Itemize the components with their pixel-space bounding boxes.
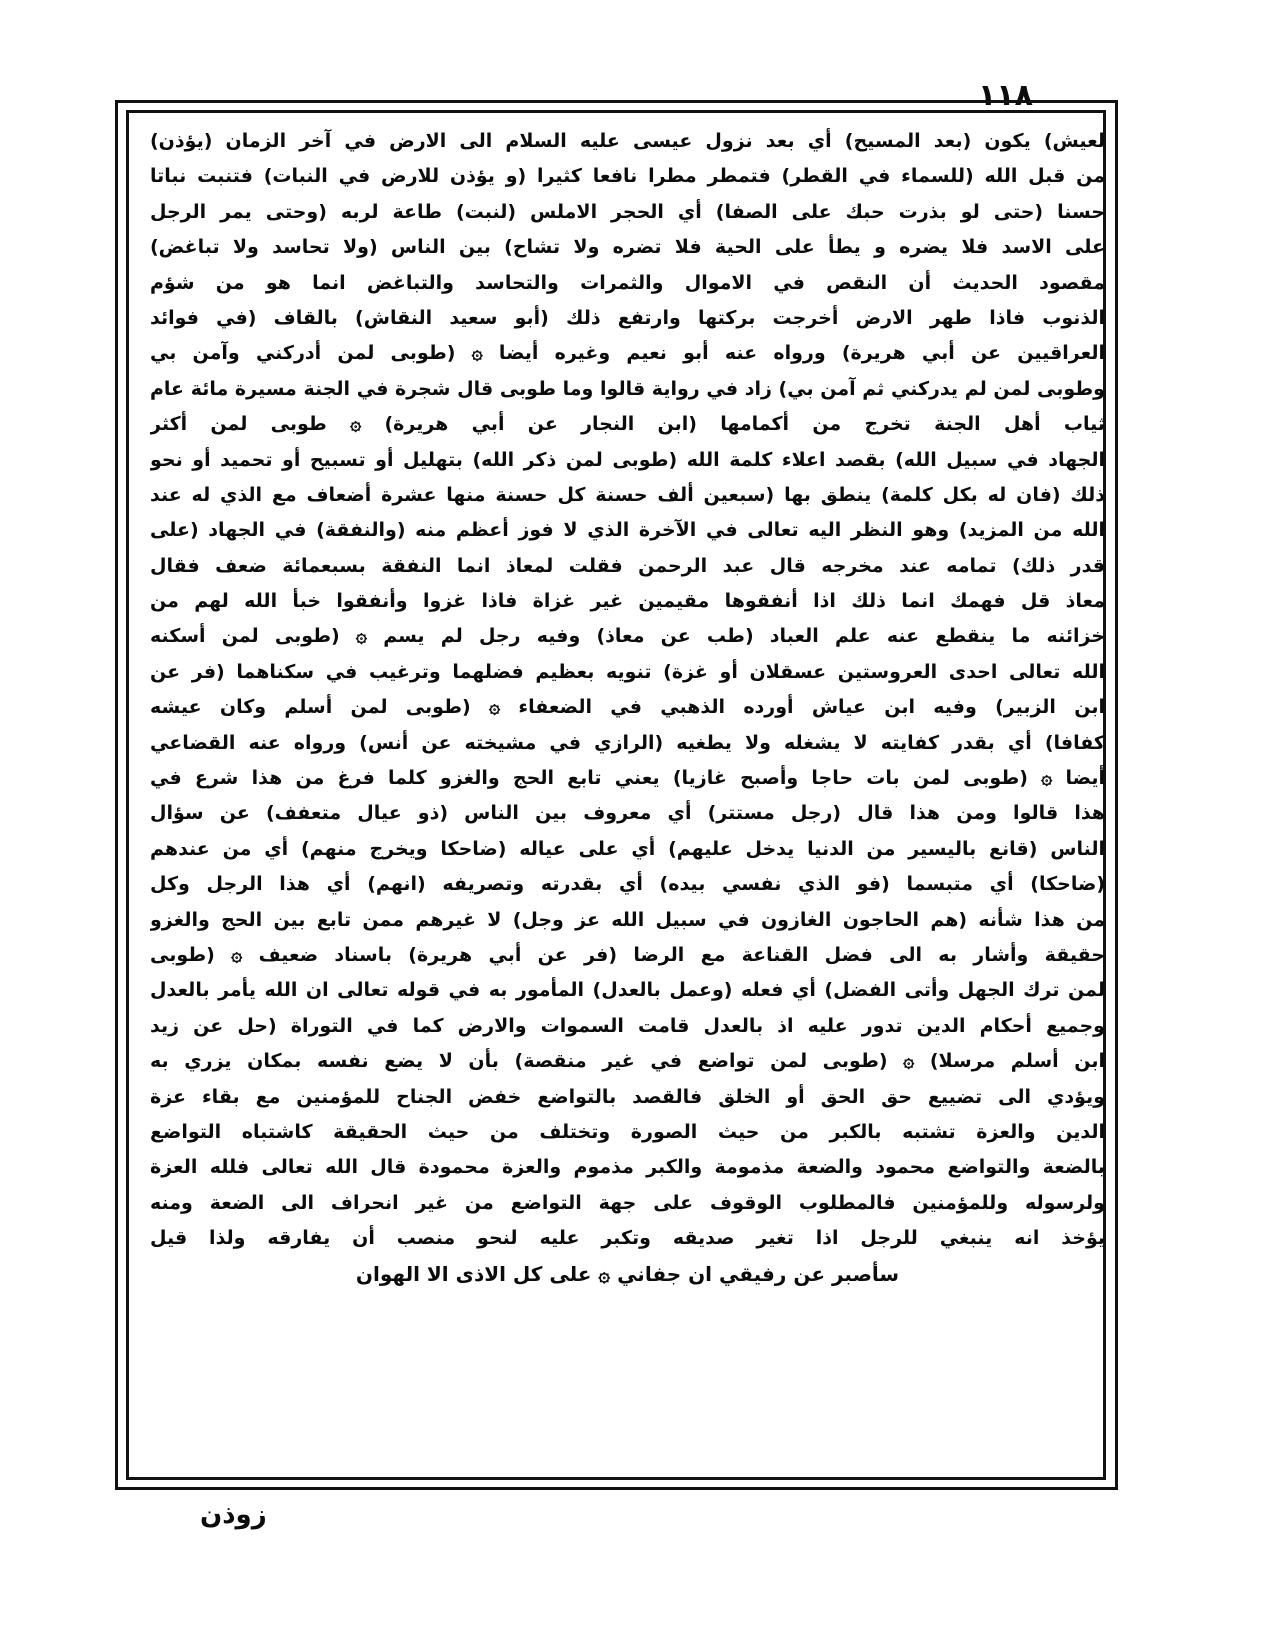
- text-line: من هذا شأنه (هم الحاجون الغازون في سبيل الله عز وجل) لا غيرهم ممن تابع بين الحج والغزو: [150, 908, 1105, 931]
- text-line: هذا قالوا ومن هذا قال (رجل مستتر) أي معروف بين الناس (ذو عيال متعفف) عن سؤال: [150, 802, 1105, 825]
- text-line: مقصود الحديث أن النقص في الاموال والثمرات والتحاسد والتباغض انما هو من شؤم: [150, 271, 1105, 294]
- text-line: كفافا) أي بقدر كفايته لا يشغله ولا يطغيه (الرازي في مشيخته عن أنس) ورواه عنه القضاعي: [150, 731, 1105, 754]
- text-line: ذلك (فان له بكل كلمة) ينطق بها (سبعين ألف حسنة كل حسنة منها عشرة أضعاف مع الذي له عند: [150, 483, 1105, 506]
- text-line: ابن أسلم مرسلا) ۞ (طوبى لمن تواضع في غير منقصة) بأن لا يضع نفسه بمكان يزري به: [150, 1050, 1105, 1073]
- text-line: وطوبى لمن لم يدركني ثم آمن بي) زاد في رواية قالوا وما طوبى قال شجرة في الجنة مسيرة مائة عام: [150, 377, 1105, 400]
- text-line: وجميع أحكام الدين تدور عليه اذ بالعدل قامت السموات والارض كما في التوراة (حل عن زيد: [150, 1014, 1105, 1037]
- text-line: أيضا ۞ (طوبى لمن بات حاجا وأصبح غازيا) يعني تابع الحج والغزو كلما فرغ من هذا شرع في: [150, 767, 1105, 790]
- text-line: لمن ترك الجهل وأتى الفضل) أي فعله (وعمل بالعدل) المأمور به في قوله تعالى ان الله يأمر بالعدل: [150, 979, 1105, 1002]
- text-line: يؤخذ انه ينبغي للرجل اذا تغير صديقه وتكبر عليه لنحو منصب أن يفارقه ولذا قيل: [150, 1227, 1105, 1250]
- text-line: ولرسوله وللمؤمنين فالمطلوب الوقوف على جهة التواضع من غير انحراف الى الضعة ومنه: [150, 1191, 1105, 1214]
- text-line: على الاسد فلا يضره و يطأ على الحية فلا تضره ولا تشاح) بين الناس (ولا تحاسد ولا تباغض): [150, 236, 1105, 259]
- text-line: بالضعة والتواضع محمود والضعة مذمومة والكبر مذموم والعزة محمودة قال الله تعالى فلله العزة: [150, 1156, 1105, 1179]
- text-line: من قبل الله (للسماء في القطر) فتمطر مطرا نافعا كثيرا (و يؤذن للارض في النبات) فتنبت نباتا: [150, 165, 1105, 188]
- catchword: زوذن: [200, 1500, 267, 1530]
- text-line: معاذ قل فهمك انما ذلك اذا أنفقوها مقيمين غير غزاة فاذا غزوا وأنفقوا خبأ الله لهم من: [150, 590, 1105, 613]
- text-line: حقيقة وأشار به الى فضل القناعة مع الرضا (فر عن أبي هريرة) باسناد ضعيف ۞ (طوبى: [150, 943, 1105, 966]
- text-line: قدر ذلك) تمامه عند مخرجه قال عبد الرحمن فقلت لمعاذ انما النفقة بسبعمائة ضعف فقال: [150, 554, 1105, 577]
- text-line: (ضاحكا) أي متبسما (فو الذي نفسي بيده) أي بقدرته وتصريفه (انهم) أي هذا الرجل وكل: [150, 873, 1105, 896]
- text-line: الدين والعزة تشتبه بالكبر من حيث الصورة وتختلف من حيث الحقيقة كاشتباه التواضع: [150, 1120, 1105, 1143]
- text-line: الجهاد في سبيل الله) بقصد اعلاء كلمة الله (طوبى لمن ذكر الله) بتهليل أو تسبيح أو تحميد أو نحو: [150, 448, 1105, 471]
- text-line: ابن الزبير) وفيه ابن عياش أورده الذهبي في الضعفاء ۞ (طوبى لمن أسلم وكان عيشه: [150, 696, 1105, 719]
- text-body: [150, 124, 1105, 1474]
- text-line: خزائنه ما ينقطع عنه علم العباد (طب عن معاذ) وفيه رجل لم يسم ۞ (طوبى لمن أسكنه: [150, 625, 1105, 648]
- text-line: ثياب أهل الجنة تخرج من أكمامها (ابن النجار عن أبي هريرة) ۞ طوبى لمن أكثر: [150, 413, 1105, 436]
- page-number: ١١٨: [978, 78, 1033, 113]
- verse-line: سأصبر عن رفيقي ان جفاني ۞ على كل الاذى الا الهوان: [355, 1261, 900, 1286]
- text-line: الله تعالى احدى العروستين عسقلان أو غزة) تنويه بعظيم فضلهما وترغيب في سكناهما (فر عن: [150, 660, 1105, 683]
- text-line: الله من المزيد) وهو النظر اليه تعالى في الآخرة الذي لا فوز أعظم منه (والنفقة) في الجهاد (على: [150, 519, 1105, 542]
- text-line: العراقيين عن أبي هريرة) ورواه عنه أبو نعيم وغيره أيضا ۞ (طوبى لمن أدركني وآمن بي: [150, 342, 1105, 365]
- text-line: حسنا (حتى لو بذرت حبك على الصفا) أي الحجر الاملس (لنبت) طاعة لربه (وحتى يمر الرجل: [150, 200, 1105, 223]
- text-line: ويؤدي الى تضييع حق الحق أو الخلق فالقصد بالتواضع خفض الجناح للمؤمنين مع بقاء عزة: [150, 1085, 1105, 1108]
- text-line: الذنوب فاذا طهر الارض أخرجت بركتها وارتفع ذلك (أبو سعيد النقاش) بالقاف (في فوائد: [150, 306, 1105, 329]
- text-line: الناس (قانع باليسير من الدنيا يدخل عليهم) أي على عياله (ضاحكا ويخرج منهم) أي من عندهم: [150, 837, 1105, 860]
- text-line: لعيش) يكون (بعد المسيح) أي بعد نزول عيسى عليه السلام الى الارض في آخر الزمان (يؤذن): [150, 130, 1105, 152]
